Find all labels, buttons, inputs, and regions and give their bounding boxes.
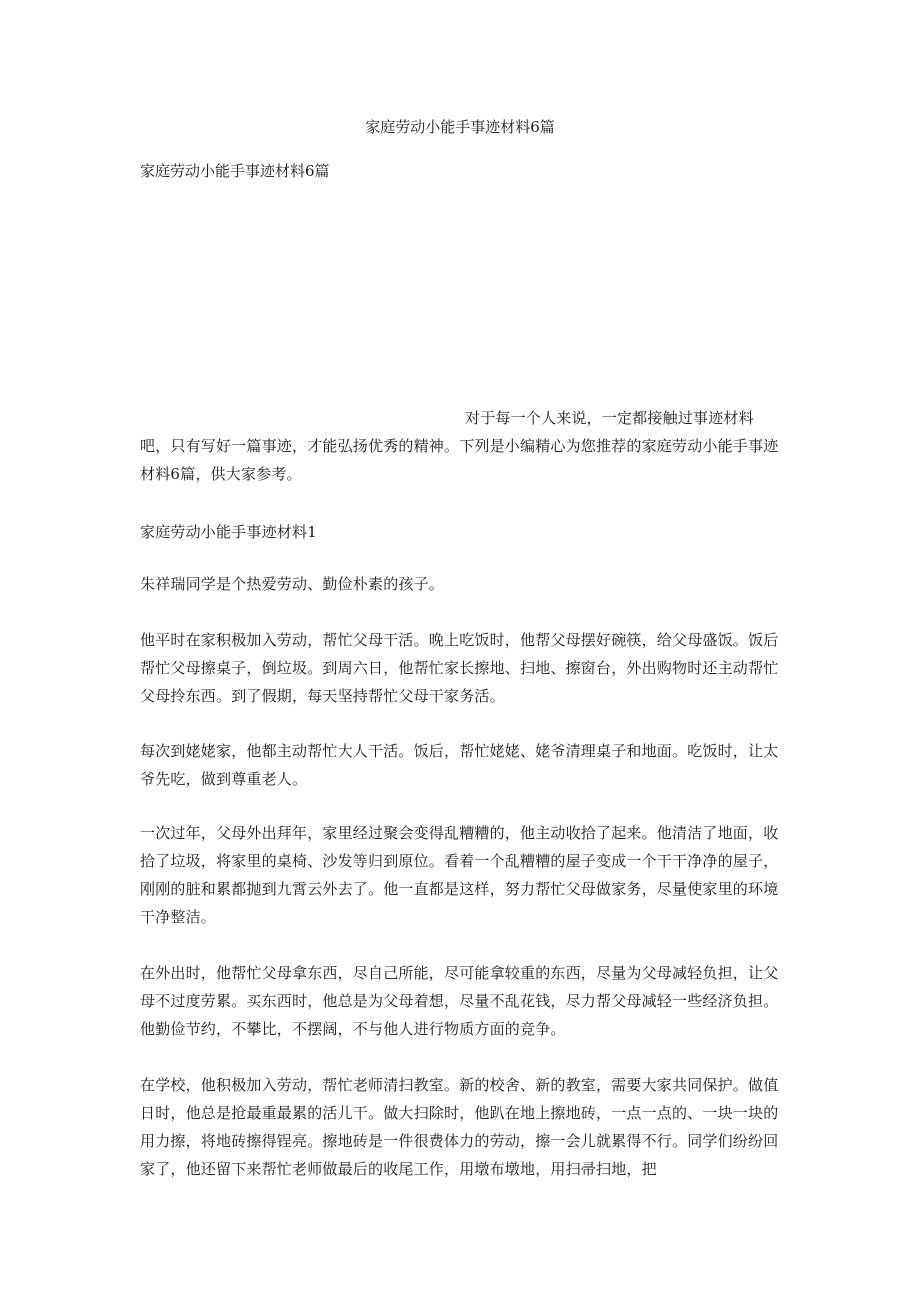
paragraph-2: 他平时在家积极加入劳动，帮忙父母干活。晚上吃饭时，他帮父母摆好碗筷，给父母盛饭。饭后帮忙父母擦桌子，倒垃圾。到周六日，他帮忙家长擦地、扫地、擦窗台，外出购物时还主动帮忙父母拎东西。到了假期，每天坚持帮忙父母干家务活。 xyxy=(140,631,779,705)
document-subtitle: 家庭劳动小能手事迹材料6篇 xyxy=(140,162,330,180)
intro-paragraph: 对于每一个人来说，一定都接触过事迹材料吧，只有写好一篇事迹，才能弘扬优秀的精神。下列是小编精心为您推荐的家庭劳动小能手事迹材料6篇，供大家参考。 xyxy=(140,409,779,483)
section-heading: 家庭劳动小能手事迹材料1 xyxy=(140,523,317,541)
paragraph-1: 朱祥瑞同学是个热爱劳动、勤俭朴素的孩子。 xyxy=(140,575,445,593)
paragraph-3: 每次到姥姥家，他都主动帮忙大人干活。饭后，帮忙姥姥、姥爷清理桌子和地面。吃饭时，让太爷先吃，做到尊重老人。 xyxy=(140,742,779,788)
document-title: 家庭劳动小能手事迹材料6篇 xyxy=(365,118,555,136)
paragraph-4: 一次过年，父母外出拜年，家里经过聚会变得乱糟糟的，他主动收拾了起来。他清洁了地面，收拾了垃圾，将家里的桌椅、沙发等归到原位。看着一个乱糟糟的屋子变成一个干干净净的屋子，刚刚的脏和累都抛到九霄云外去了。他一直都是这样，努力帮忙父母做家务，尽量使家里的环境干净整洁。 xyxy=(140,824,779,926)
paragraph-5: 在外出时，他帮忙父母拿东西，尽自己所能，尽可能拿较重的东西，尽量为父母减轻负担，让父母不过度劳累。买东西时，他总是为父母着想，尽量不乱花钱，尽力帮父母减轻一些经济负担。他勤俭节约，不攀比，不摆阔，不与他人进行物质方面的竞争。 xyxy=(140,964,779,1038)
paragraph-6: 在学校，他积极加入劳动，帮忙老师清扫教室。新的校舍、新的教室，需要大家共同保护。做值日时，他总是抢最重最累的活儿干。做大扫除时，他趴在地上擦地砖，一点一点的、一块一块的用力擦，将地砖擦得锃亮。擦地砖是一件很费体力的劳动，擦一会儿就累得不行。同学们纷纷回家了，他还留下来帮忙老师做最后的收尾工作，用墩布墩地，用扫帚扫地，把 xyxy=(140,1076,779,1178)
